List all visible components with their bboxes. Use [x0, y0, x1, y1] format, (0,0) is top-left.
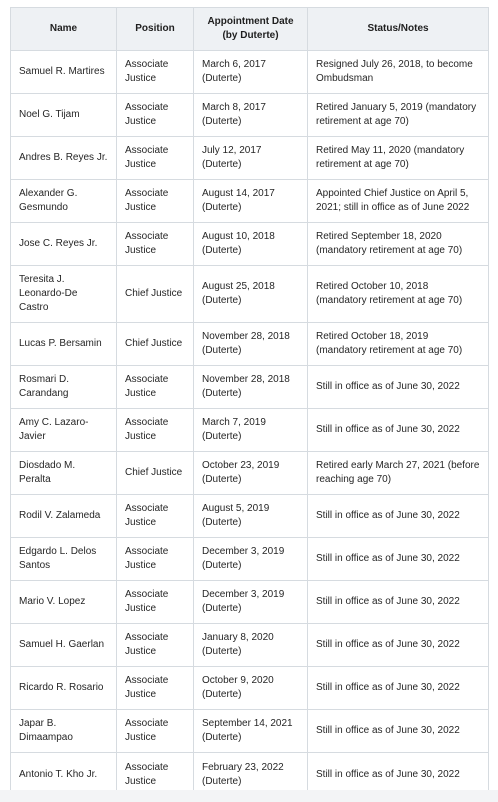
header-position: [117, 8, 194, 51]
cell-name: [11, 409, 117, 452]
header-position-label: Position: [135, 23, 175, 34]
cell-status: [308, 366, 489, 409]
appointment-date: October 23, 2019: [202, 460, 280, 471]
cell-name: [11, 94, 117, 137]
justice-position: Associate Justice: [125, 188, 169, 213]
appointed-by: (Duterte): [202, 776, 242, 787]
justice-name: Teresita J. Leonardo-De Castro: [19, 274, 78, 313]
cell-name: [11, 137, 117, 180]
cell-status: [308, 180, 489, 223]
justice-name: Lucas P. Bersamin: [19, 338, 102, 349]
appointment-date: August 14, 2017: [202, 188, 275, 199]
justice-name: Noel G. Tijam: [19, 109, 80, 120]
table-row: [11, 51, 489, 94]
cell-appointment-date: [194, 452, 308, 495]
cell-status: [308, 51, 489, 94]
cell-appointment-date: [194, 94, 308, 137]
cell-position: [117, 710, 194, 753]
justice-position: Associate Justice: [125, 589, 169, 614]
cell-appointment-date: [194, 366, 308, 409]
table-row: [11, 266, 489, 323]
justice-name: Ricardo R. Rosario: [19, 682, 104, 693]
appointed-by: (Duterte): [202, 603, 242, 614]
justice-position: Associate Justice: [125, 417, 169, 442]
appointment-date: March 7, 2019: [202, 417, 266, 428]
header-appointment-date: [194, 8, 308, 51]
cell-position: [117, 667, 194, 710]
status-notes: Still in office as of June 30, 2022: [316, 381, 460, 392]
status-notes: Still in office as of June 30, 2022: [316, 639, 460, 650]
justice-name: Mario V. Lopez: [19, 596, 86, 607]
justice-name: Andres B. Reyes Jr.: [19, 152, 108, 163]
status-notes: Still in office as of June 30, 2022: [316, 769, 460, 780]
appointment-date: March 6, 2017: [202, 59, 266, 70]
justice-position: Associate Justice: [125, 59, 169, 84]
cell-position: [117, 223, 194, 266]
appointment-date: December 3, 2019: [202, 546, 285, 557]
cell-position: [117, 581, 194, 624]
table-row: [11, 538, 489, 581]
cell-position: [117, 366, 194, 409]
appointment-date: February 23, 2022: [202, 762, 284, 773]
cell-status: [308, 667, 489, 710]
cell-status: [308, 452, 489, 495]
cell-status: [308, 710, 489, 753]
status-notes: Still in office as of June 30, 2022: [316, 510, 460, 521]
table-row: [11, 581, 489, 624]
cell-appointment-date: [194, 409, 308, 452]
status-notes: Appointed Chief Justice on April 5, 2021; still in office as of June 2022: [316, 188, 470, 213]
cell-status: [308, 409, 489, 452]
table-row: [11, 409, 489, 452]
cell-status: [308, 94, 489, 137]
justice-position: Associate Justice: [125, 718, 169, 743]
cell-status: [308, 266, 489, 323]
justice-position: Associate Justice: [125, 374, 169, 399]
cell-status: [308, 538, 489, 581]
appointed-by: (Duterte): [202, 732, 242, 743]
appointment-date: August 5, 2019: [202, 503, 270, 514]
table-row: [11, 495, 489, 538]
justice-name: Japar B. Dimaampao: [19, 718, 73, 743]
cell-status: [308, 495, 489, 538]
cell-appointment-date: [194, 624, 308, 667]
justice-position: Associate Justice: [125, 102, 169, 127]
cell-name: [11, 180, 117, 223]
cell-status: [308, 624, 489, 667]
justice-position: Chief Justice: [125, 338, 183, 349]
cell-status: [308, 581, 489, 624]
appointment-date: August 25, 2018: [202, 281, 275, 292]
status-notes: Retired May 11, 2020 (mandatory retirement at age 70): [316, 145, 465, 170]
table-row: [11, 223, 489, 266]
cell-name: [11, 266, 117, 323]
cell-appointment-date: [194, 137, 308, 180]
table-row: [11, 667, 489, 710]
cell-name: [11, 51, 117, 94]
justice-name: Samuel H. Gaerlan: [19, 639, 105, 650]
justices-table: [10, 7, 489, 797]
status-notes: Still in office as of June 30, 2022: [316, 682, 460, 693]
justice-name: Rodil V. Zalameda: [19, 510, 101, 521]
cell-position: [117, 495, 194, 538]
appointment-date: July 12, 2017: [202, 145, 262, 156]
header-name-label: Name: [49, 23, 78, 34]
cell-name: [11, 667, 117, 710]
cell-status: [308, 137, 489, 180]
status-notes: Still in office as of June 30, 2022: [316, 424, 460, 435]
appointed-by: (Duterte): [202, 295, 242, 306]
cell-position: [117, 180, 194, 223]
appointed-by: (Duterte): [202, 245, 242, 256]
appointed-by: (Duterte): [202, 646, 242, 657]
justice-position: Chief Justice: [125, 467, 183, 478]
appointed-by: (Duterte): [202, 689, 242, 700]
justice-position: Chief Justice: [125, 288, 183, 299]
cell-name: [11, 624, 117, 667]
appointed-by: (Duterte): [202, 73, 242, 84]
cell-appointment-date: [194, 538, 308, 581]
status-notes: Retired September 18, 2020 (mandatory retirement at age 70): [316, 231, 463, 256]
cell-appointment-date: [194, 266, 308, 323]
status-notes: Resigned July 26, 2018, to become Ombudsman: [316, 59, 473, 84]
table-row: [11, 366, 489, 409]
cell-name: [11, 710, 117, 753]
header-status-label: Status/Notes: [367, 23, 429, 34]
cell-position: [117, 323, 194, 366]
status-notes: Retired January 5, 2019 (mandatory retirement at age 70): [316, 102, 477, 127]
appointment-date: December 3, 2019: [202, 589, 285, 600]
appointed-by: (Duterte): [202, 388, 242, 399]
table-row: [11, 710, 489, 753]
appointed-by: (Duterte): [202, 517, 242, 528]
status-notes: Still in office as of June 30, 2022: [316, 725, 460, 736]
cell-appointment-date: [194, 223, 308, 266]
appointment-date: October 9, 2020: [202, 675, 274, 686]
justice-position: Associate Justice: [125, 546, 169, 571]
cell-name: [11, 495, 117, 538]
cell-name: [11, 223, 117, 266]
cell-appointment-date: [194, 323, 308, 366]
cell-position: [117, 624, 194, 667]
justice-name: Samuel R. Martires: [19, 66, 105, 77]
cell-name: [11, 538, 117, 581]
header-appointment-date-label: Appointment Date (by Duterte): [207, 16, 294, 41]
justice-name: Rosmari D. Carandang: [19, 374, 70, 399]
cell-position: [117, 452, 194, 495]
cell-name: [11, 452, 117, 495]
justice-name: Alexander G. Gesmundo: [19, 188, 78, 213]
appointed-by: (Duterte): [202, 431, 242, 442]
bottom-fade: [0, 790, 498, 802]
cell-position: [117, 266, 194, 323]
justice-name: Jose C. Reyes Jr.: [19, 238, 98, 249]
table-header: [11, 8, 489, 51]
table-row: [11, 452, 489, 495]
status-notes: Retired October 10, 2018 (mandatory retirement at age 70): [316, 281, 463, 306]
status-notes: Retired early March 27, 2021 (before reaching age 70): [316, 460, 480, 485]
cell-position: [117, 409, 194, 452]
status-notes: Retired October 18, 2019 (mandatory retirement at age 70): [316, 331, 463, 356]
justice-position: Associate Justice: [125, 675, 169, 700]
cell-position: [117, 137, 194, 180]
appointment-date: August 10, 2018: [202, 231, 275, 242]
justice-name: Edgardo L. Delos Santos: [19, 546, 97, 571]
cell-appointment-date: [194, 495, 308, 538]
table-row: [11, 94, 489, 137]
appointed-by: (Duterte): [202, 560, 242, 571]
cell-name: [11, 323, 117, 366]
header-name: [11, 8, 117, 51]
justice-name: Antonio T. Kho Jr.: [19, 769, 98, 780]
header-status: [308, 8, 489, 51]
table-row: [11, 137, 489, 180]
appointed-by: (Duterte): [202, 202, 242, 213]
appointment-date: November 28, 2018: [202, 331, 290, 342]
cell-name: [11, 366, 117, 409]
table-row: [11, 180, 489, 223]
justice-position: Associate Justice: [125, 503, 169, 528]
appointment-date: January 8, 2020: [202, 632, 274, 643]
cell-position: [117, 94, 194, 137]
status-notes: Still in office as of June 30, 2022: [316, 596, 460, 607]
appointed-by: (Duterte): [202, 116, 242, 127]
cell-appointment-date: [194, 581, 308, 624]
appointed-by: (Duterte): [202, 159, 242, 170]
cell-status: [308, 323, 489, 366]
appointment-date: November 28, 2018: [202, 374, 290, 385]
justice-name: Diosdado M. Peralta: [19, 460, 76, 485]
appointment-date: March 8, 2017: [202, 102, 266, 113]
justice-name: Amy C. Lazaro-Javier: [19, 417, 89, 442]
justice-position: Associate Justice: [125, 762, 169, 787]
cell-position: [117, 51, 194, 94]
justice-position: Associate Justice: [125, 145, 169, 170]
table-row: [11, 624, 489, 667]
cell-appointment-date: [194, 667, 308, 710]
cell-appointment-date: [194, 51, 308, 94]
appointment-date: September 14, 2021: [202, 718, 293, 729]
cell-appointment-date: [194, 180, 308, 223]
cell-position: [117, 538, 194, 581]
status-notes: Still in office as of June 30, 2022: [316, 553, 460, 564]
appointed-by: (Duterte): [202, 474, 242, 485]
header-row: [11, 8, 489, 51]
table-body: [11, 51, 489, 798]
justice-position: Associate Justice: [125, 632, 169, 657]
appointed-by: (Duterte): [202, 345, 242, 356]
cell-name: [11, 581, 117, 624]
cell-appointment-date: [194, 710, 308, 753]
cell-status: [308, 223, 489, 266]
justice-position: Associate Justice: [125, 231, 169, 256]
table-row: [11, 323, 489, 366]
